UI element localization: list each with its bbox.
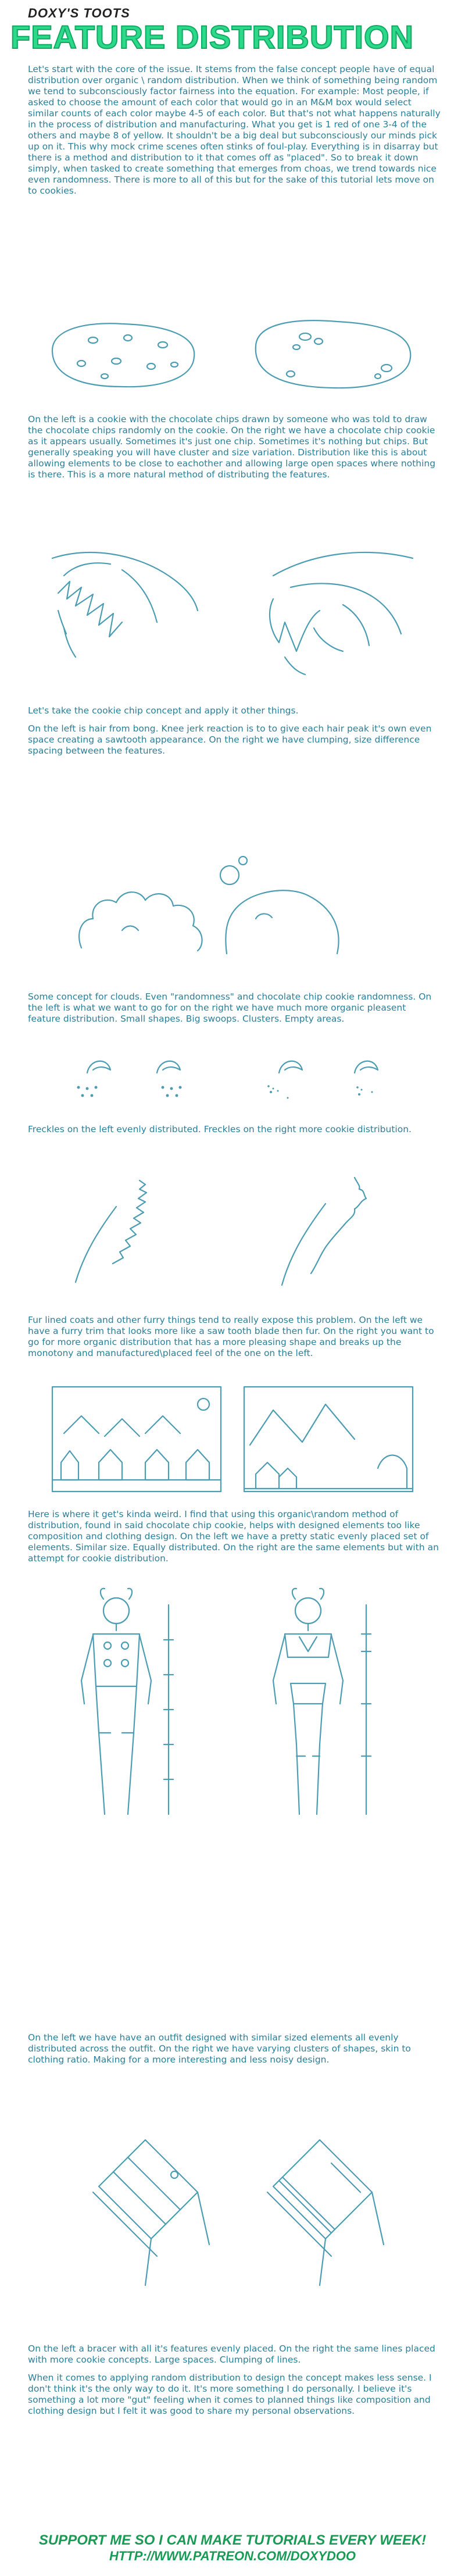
organic-outfit	[273, 1589, 371, 1814]
sawtooth-fur	[76, 1180, 146, 1282]
organic-fur	[282, 1178, 366, 1285]
page-title: FEATURE DISTRIBUTION	[10, 19, 414, 55]
fur-paragraph: Fur lined coats and other furry things tend to really expose this problem. On the left we have a furry trim that looks more like a saw tooth blade then fur. On the right you want to go for more organic distribution that has a more pleasing shape and breaks up the monotony and manufactured\placed feel of the one on the left.	[28, 1315, 434, 1358]
freckles-paragraph: Freckles on the left evenly distributed. Freckles on the right more cookie distribution.	[28, 1124, 412, 1134]
hair-paragraph: On the left is hair from bong. Knee jerk reaction is to to give each hair peak it's own even space creating a sawtooth appearance. On the right we have clumping, size difference spacing between the features.	[28, 723, 432, 756]
fur-section	[28, 1315, 441, 1366]
bracer-paragraph: On the left a bracer with all it's features evenly placed. On the right the same lines placed with more cookie concepts. Large spaces. Clumping of lines.	[28, 2343, 435, 2365]
organic-bracer	[267, 2140, 384, 2285]
clouds-paragraph: Some concept for clouds. Even "randomness" and chocolate chip cookie randomness. On the left is what we want to go for on the right we have much more organic pleasent feature distribution. Small shapes. Big swoops. Clusters. Empty areas.	[28, 991, 432, 1024]
freckles-section	[28, 1124, 441, 1142]
organic-landscape	[244, 1387, 413, 1492]
even-cloud	[79, 892, 202, 951]
outfit-section	[28, 2032, 441, 2072]
bracer-section	[28, 2343, 441, 2424]
static-landscape	[52, 1387, 221, 1492]
freckles-illustration	[64, 1047, 413, 1111]
even-cookie	[52, 323, 194, 387]
landscape-illustration	[29, 1381, 436, 1497]
clumped-hair	[270, 552, 413, 675]
intro-section	[28, 64, 441, 204]
cookies-paragraph: On the left is a cookie with the chocolate chips drawn by someone who was told to draw the chocolate chips randomly on the cookie. On the right we have a chocolate chip cookie as it appears usually. Sometimes it's just one chip. Sometimes it's nothing but chips. But generally speaking you will have cluster and size variation. Distribution like this is about allowing elements to be close to eachother and allowing large open spaces where nothing is there. This is a more natural method of distributing the features.	[28, 414, 436, 480]
hair-section	[28, 705, 441, 763]
hair-illustration	[41, 541, 424, 680]
landscape-section	[28, 1509, 441, 1571]
clouds-section	[28, 991, 441, 1032]
outfit-paragraph: On the left we have have an outfit designed with similar sized elements all evenly distributed across the outfit. On the right we have varying clusters of shapes, skin to clothing ratio. Making for a more interesting and less noisy design.	[28, 2032, 411, 2065]
clouds-illustration	[58, 832, 407, 959]
even-outfit	[81, 1589, 173, 1814]
cookies-illustration	[41, 311, 424, 398]
even-freckles	[77, 1061, 182, 1097]
sawtooth-hair	[52, 552, 198, 657]
even-bracer	[93, 2140, 209, 2285]
organic-cloud	[220, 857, 339, 954]
fur-illustration	[52, 1172, 413, 1300]
intro-paragraph: Let's start with the core of the issue. It stems from the false concept people have of equal distribution over organic \ random distribution. When we think of something being random we tend to subconsciously factor fairness into the equation. For example: Most people, if asked to choose the amount of each color that would go in an M&M box would select similar counts of each color maybe 4-5 of each color. But that's not what happens naturally in the process of distribution and manufacturing. What you get is 1 red of one 3-4 of the others and maybe 8 of yellow. It shouldn't be a big deal but subconsciously our minds pick up on it. This why mock crime scenes often stinks of foul-play. Everything is in disarray but there is a method and distribution to it that comes off as "placed". So to break it down simply, when tasked to create something that emerges from choas, we trend towards nice even randomness. There is more to all of this but for the sake of this tutorial lets move on to cookies.	[28, 64, 441, 196]
organic-freckles	[267, 1061, 378, 1099]
landscape-paragraph: Here is where it get's kinda weird. I find that using this organic\random method of distribution, found in said chocolate chip cookie, helps with designed elements too like composition and clothing design. On the left we have a pretty static evenly placed set of elements. Similar size. Equally distributed. On the right are the same elements but with an attempt for cookie distribution.	[28, 1509, 439, 1564]
organic-cookie	[256, 320, 410, 388]
bracer-closing-paragraph: When it comes to applying random distribution to design the concept makes less sense. I don't think it's the only way to do it. It's more something I do personally. I believe it's something a lot more "gut" feeling when it comes to planned things like composition and clothing design but I felt it was good to share my personal observations.	[28, 2372, 432, 2416]
footer	[0, 2532, 465, 2564]
support-text: SUPPORT ME SO I CAN MAKE TUTORIALS EVERY WEEK!	[38, 2532, 427, 2548]
bracer-illustration	[58, 2117, 407, 2303]
outfit-illustration	[35, 1582, 430, 1832]
cookies-section	[28, 414, 441, 487]
header-subtitle: DOXY'S TOOTS	[28, 6, 130, 20]
patreon-link[interactable]: HTTP://WWW.PATREON.COM/DOXYDOO	[109, 2549, 356, 2563]
hair-intro-paragraph: Let's take the cookie chip concept and apply it other things.	[28, 705, 299, 716]
